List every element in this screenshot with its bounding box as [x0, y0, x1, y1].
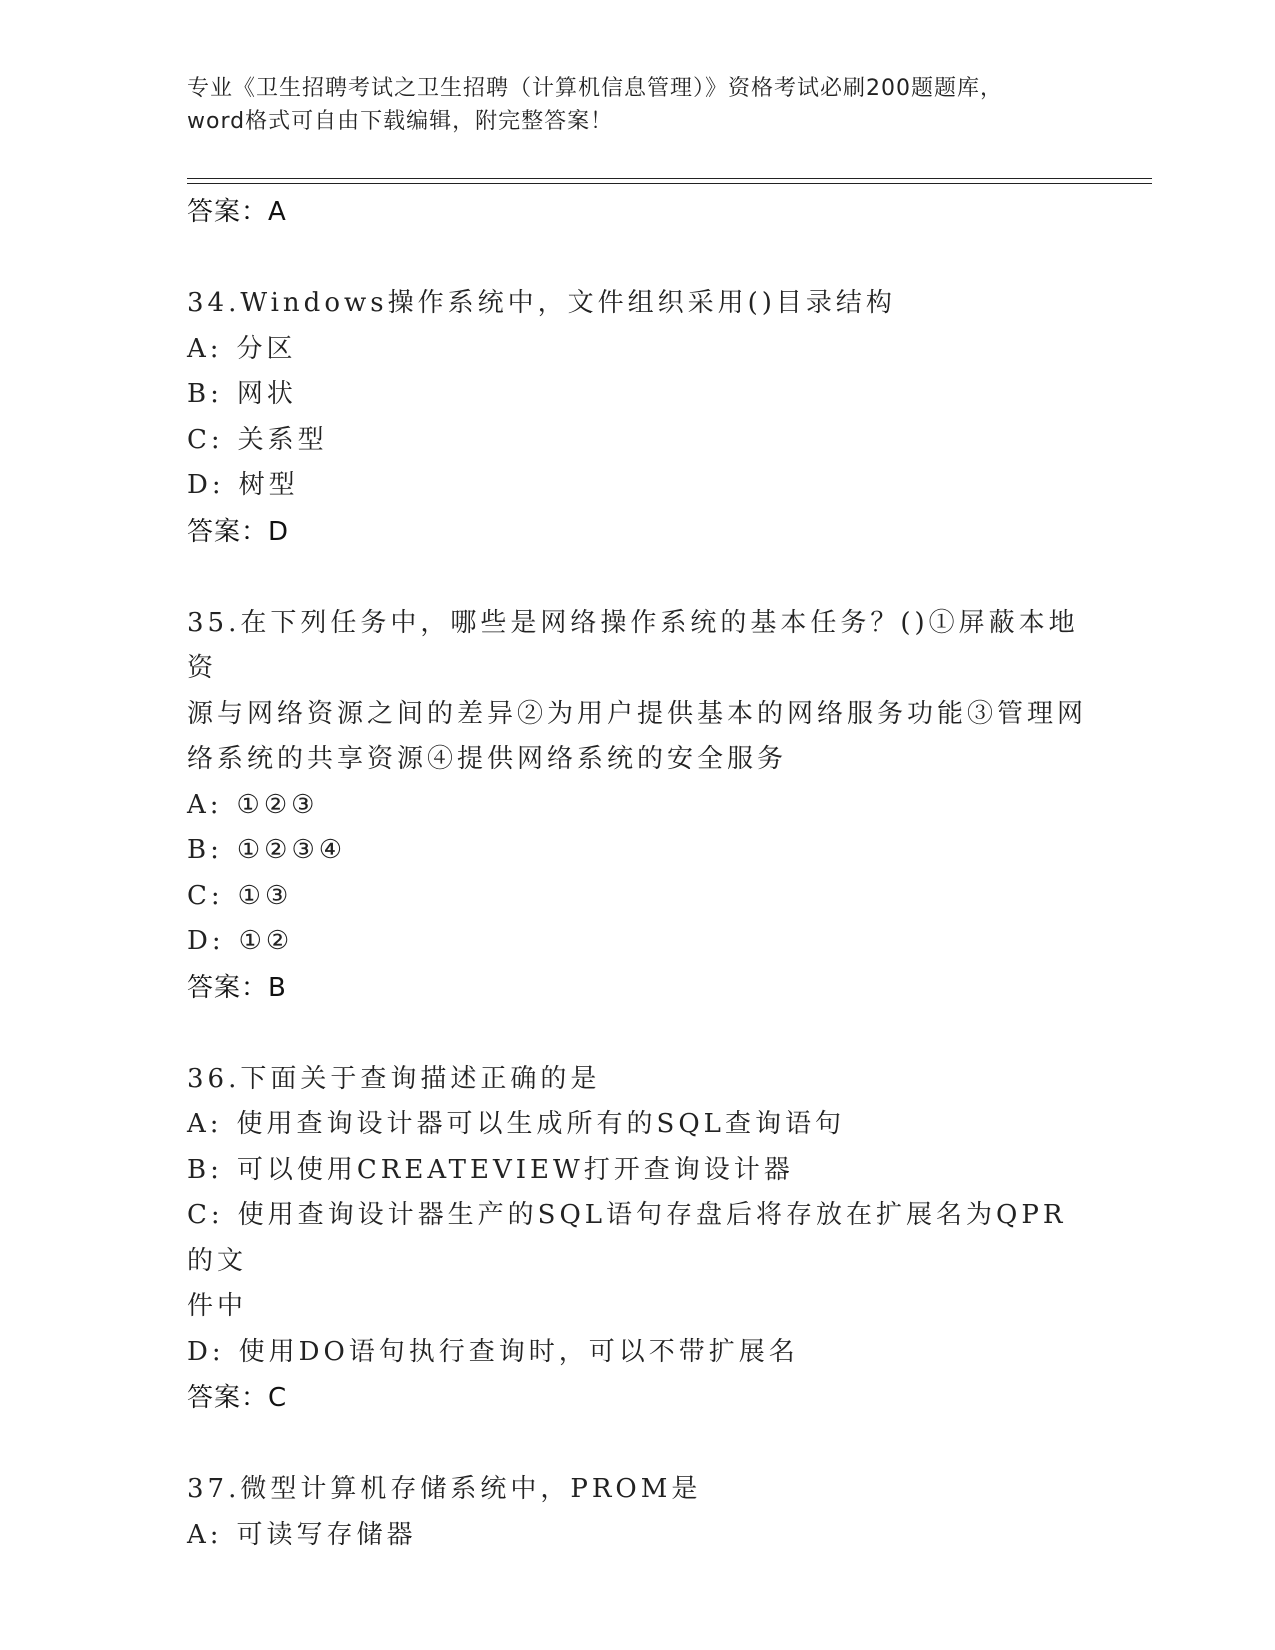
option-text: 可以使用CREATEVIEW打开查询设计器 [236, 1154, 794, 1185]
option-key: D: [187, 1336, 225, 1367]
option-text: 分区 [236, 333, 297, 364]
header-divider-top [187, 178, 1152, 179]
option-b [187, 1148, 1087, 1194]
option-text: 可读写存储器 [236, 1519, 417, 1550]
option-text: 使用查询设计器生产的SQL语句存盘后将存放在扩展名为QPR的文 [187, 1200, 1067, 1276]
option-c [187, 1193, 1087, 1284]
option-text: 网状 [236, 379, 297, 409]
question-35 [187, 601, 1087, 1011]
option-text: ①②③④ [236, 835, 347, 865]
question-stem-line-1: 35.在下列任务中，哪些是网络操作系统的基本任务？()①屏蔽本地资 [187, 607, 1079, 683]
spacer [187, 1011, 1087, 1057]
previous-answer: 答案：A [187, 197, 287, 227]
option-key: C: [187, 424, 224, 455]
option-key: A: [187, 1519, 223, 1550]
option-c [187, 418, 1087, 464]
question-stem-line-2: 源与网络资源之间的差异②为用户提供基本的网络服务功能③管理网 [187, 698, 1088, 729]
option-key: C: [187, 880, 224, 911]
option-text: 树型 [238, 470, 299, 500]
option-key: B: [187, 379, 223, 409]
option-c [187, 874, 1087, 920]
question-stem-line-3: 络系统的共享资源④提供网络系统的安全服务 [187, 744, 788, 774]
question-stem: 36.下面关于查询描述正确的是 [187, 1063, 601, 1094]
option-a [187, 783, 1087, 829]
document-header [187, 72, 1087, 138]
spacer [187, 235, 1087, 281]
option-key: B: [187, 835, 223, 865]
question-37 [187, 1467, 1087, 1558]
option-text: 使用DO语句执行查询时，可以不带扩展名 [238, 1336, 799, 1367]
option-d [187, 1330, 1087, 1376]
option-key: A: [187, 1109, 223, 1139]
option-b [187, 828, 1087, 874]
option-text: ①③ [237, 880, 293, 911]
question-34 [187, 281, 1087, 555]
option-a [187, 1513, 1087, 1559]
option-text: 使用查询设计器可以生成所有的SQL查询语句 [236, 1109, 845, 1139]
option-key: A: [187, 789, 223, 820]
header-line-2: word格式可自由下载编辑，附完整答案！ [187, 109, 614, 134]
option-key: D: [187, 926, 225, 956]
option-key: C: [187, 1200, 224, 1230]
spacer [187, 555, 1087, 601]
option-d [187, 919, 1087, 965]
header-line-1: 专业《卫生招聘考试之卫生招聘（计算机信息管理）》资格考试必刷200题题库， [187, 76, 1003, 101]
option-text: 关系型 [237, 424, 328, 455]
question-36 [187, 1057, 1087, 1422]
spacer [187, 1421, 1087, 1467]
option-c-continued: 件中 [187, 1291, 248, 1321]
question-list [187, 189, 1087, 1558]
question-stem: 37.微型计算机存储系统中，PROM是 [187, 1474, 702, 1504]
option-key: B: [187, 1154, 223, 1185]
header-divider-bottom [187, 183, 1152, 184]
option-key: D: [187, 470, 225, 500]
option-a [187, 1102, 1087, 1148]
question-stem: 34.Windows操作系统中，文件组织采用()目录结构 [187, 288, 896, 318]
option-a [187, 327, 1087, 373]
option-key: A: [187, 333, 223, 364]
answer-line: 答案：C [187, 1383, 288, 1413]
option-text: ①②③ [236, 789, 319, 820]
option-d [187, 463, 1087, 509]
option-b [187, 372, 1087, 418]
answer-line: 答案：D [187, 516, 290, 547]
answer-line: 答案：B [187, 972, 287, 1003]
option-text: ①② [238, 926, 294, 956]
